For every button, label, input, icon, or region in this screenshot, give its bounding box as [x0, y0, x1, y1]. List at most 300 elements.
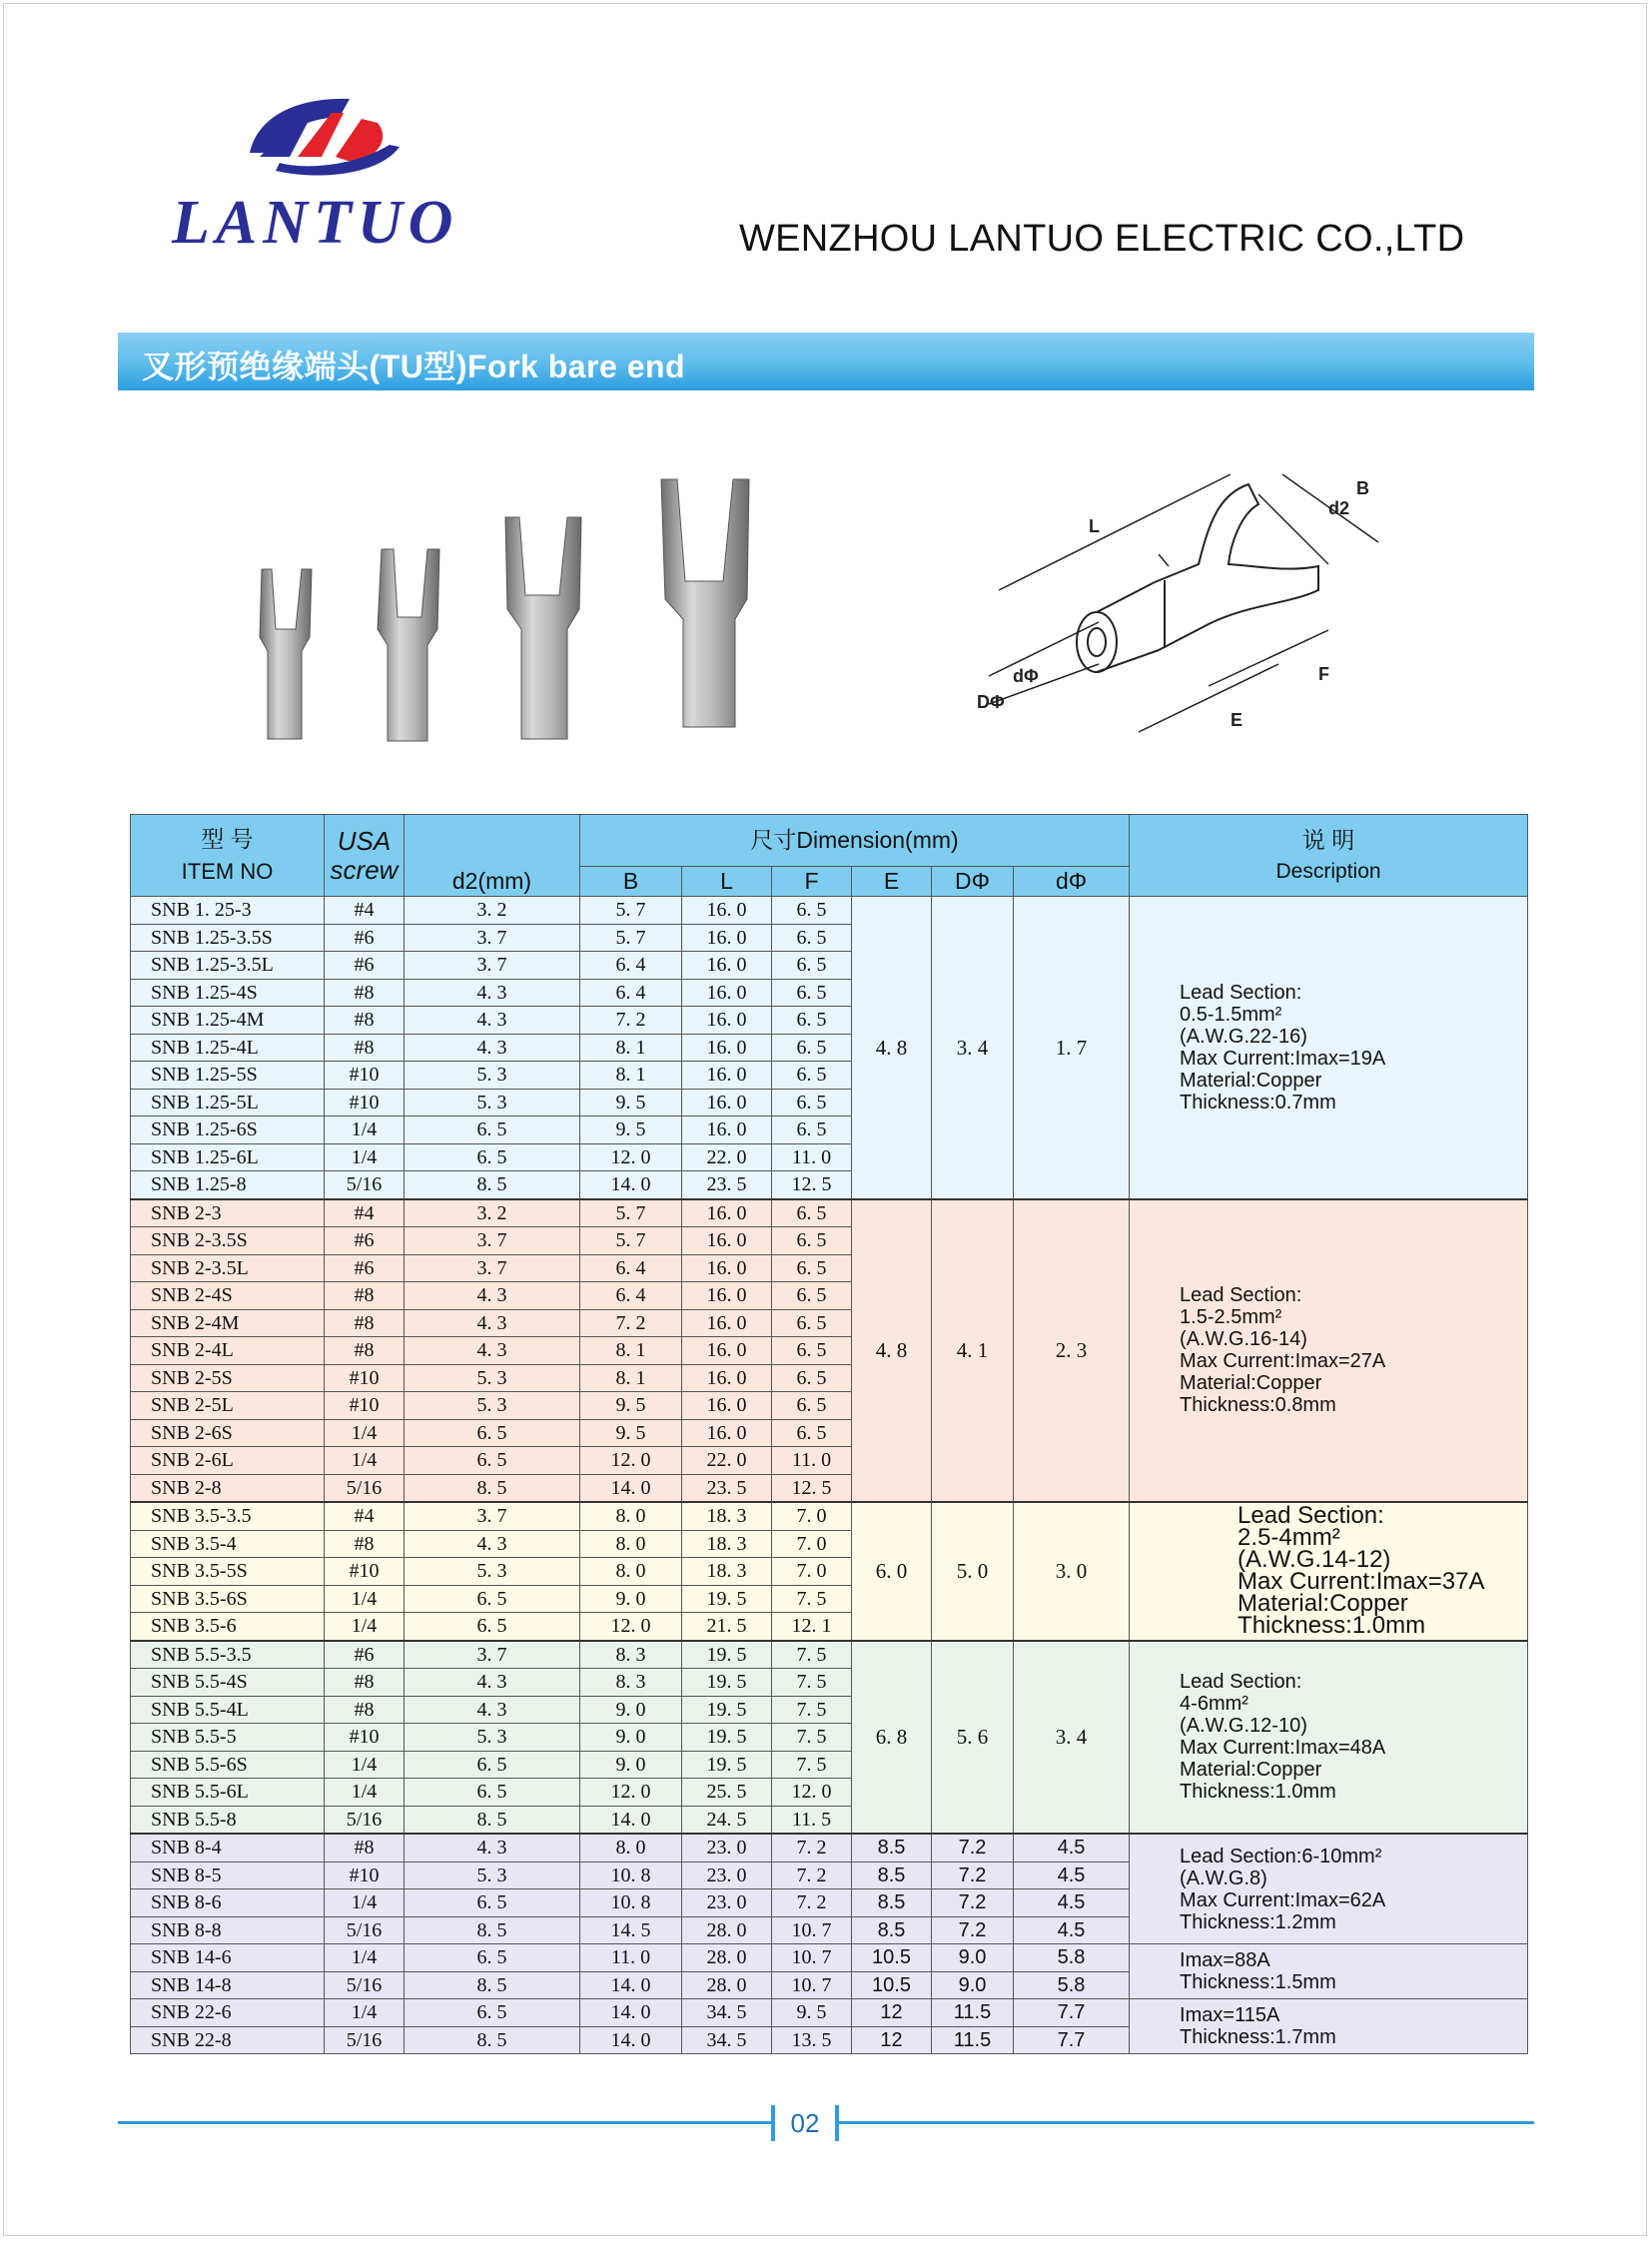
cell-l: 16. 0	[682, 1117, 772, 1144]
cell-f: 6. 5	[772, 1034, 852, 1062]
cell-b: 6. 4	[580, 952, 682, 980]
cell-b: 14. 0	[580, 1971, 682, 1999]
cell-item: SNB 2-4L	[131, 1337, 325, 1365]
banner-title: 叉形预绝缘端头(TU型)Fork bare end	[142, 349, 686, 384]
header-b: B	[580, 867, 682, 897]
cell-l: 19. 5	[682, 1696, 772, 1724]
cell-f: 11. 0	[772, 1447, 852, 1475]
fork-terminal-4	[661, 479, 749, 727]
cell-d2: 6. 5	[405, 1143, 580, 1171]
cell-dphi: 11.5	[932, 2026, 1014, 2054]
cell-d2: 6. 5	[405, 1419, 580, 1447]
cell-d-phi: 5.8	[1014, 1971, 1130, 1999]
table-row	[131, 1641, 1528, 1669]
cell-d-phi: 3. 0	[1014, 1502, 1130, 1641]
cell-b: 9. 0	[580, 1585, 682, 1613]
cell-screw: #10	[325, 1089, 405, 1117]
cell-d2: 5. 3	[405, 1862, 580, 1889]
cell-d2: 5. 3	[405, 1364, 580, 1392]
cell-b: 11. 0	[580, 1944, 682, 1972]
brand-text: LANTUO	[172, 189, 459, 257]
cell-screw: #8	[325, 1337, 405, 1365]
cell-e: 10.5	[852, 1971, 932, 1999]
description-line: (A.W.G.22-16)	[1180, 1025, 1307, 1048]
cell-item: SNB 2-6S	[131, 1419, 325, 1447]
cell-d2: 4. 3	[405, 979, 580, 1007]
cell-dphi: 7.2	[932, 1916, 1014, 1944]
cell-item: SNB 5.5-4L	[131, 1696, 325, 1724]
table-body	[131, 897, 1528, 2054]
cell-l: 16. 0	[682, 1227, 772, 1255]
cell-d2: 4. 3	[405, 1696, 580, 1724]
cell-screw: 1/4	[325, 1944, 405, 1972]
cell-b: 12. 0	[580, 1779, 682, 1807]
cell-d2: 5. 3	[405, 1062, 580, 1090]
header-item-cn: 型 号	[201, 825, 254, 852]
header-e: E	[852, 867, 932, 897]
description-line: (A.W.G.12-10)	[1180, 1715, 1307, 1738]
cell-b: 12. 0	[580, 1447, 682, 1475]
cell-l: 16. 0	[682, 1419, 772, 1447]
cell-item: SNB 2-3.5L	[131, 1254, 325, 1282]
table-row	[131, 1199, 1528, 1227]
cell-f: 12. 5	[772, 1474, 852, 1502]
cell-screw: #8	[325, 1034, 405, 1062]
cell-screw: #10	[325, 1364, 405, 1392]
cell-item: SNB 14-8	[131, 1971, 325, 1999]
cell-l: 24. 5	[682, 1806, 772, 1834]
cell-dphi: 5. 0	[932, 1502, 1014, 1641]
cell-item: SNB 5.5-4S	[131, 1669, 325, 1697]
header-dimension: 尺寸Dimension(mm)	[580, 815, 1130, 867]
cell-e: 6. 8	[852, 1641, 932, 1835]
cell-screw: #8	[325, 1669, 405, 1697]
description-line: Thickness:0.8mm	[1180, 1394, 1336, 1417]
cell-b: 14. 0	[580, 2026, 682, 2054]
cell-item: SNB 22-8	[131, 2026, 325, 2054]
cell-item: SNB 5.5-5	[131, 1724, 325, 1752]
cell-b: 8. 1	[580, 1034, 682, 1062]
header-screw: screw	[330, 854, 399, 885]
cell-dphi: 7.2	[932, 1889, 1014, 1917]
cell-f: 7. 2	[772, 1834, 852, 1862]
cell-screw: 1/4	[325, 1117, 405, 1144]
description-line: Material:Copper	[1238, 1590, 1408, 1618]
cell-screw: #10	[325, 1724, 405, 1752]
description-line: Thickness:1.0mm	[1238, 1612, 1426, 1640]
cell-d2: 5. 3	[405, 1392, 580, 1420]
cell-f: 12. 5	[772, 1171, 852, 1199]
cell-screw: #10	[325, 1862, 405, 1889]
cell-item: SNB 1.25-6S	[131, 1117, 325, 1144]
cell-item: SNB 8-5	[131, 1862, 325, 1889]
cell-f: 10. 7	[772, 1971, 852, 1999]
description-line: Max Current:Imax=27A	[1180, 1350, 1386, 1373]
description-line: 2.5-4mm²	[1238, 1524, 1340, 1552]
cell-d2: 4. 3	[405, 1834, 580, 1862]
cell-b: 8. 3	[580, 1669, 682, 1697]
cell-b: 5. 7	[580, 924, 682, 952]
cell-f: 12. 1	[772, 1613, 852, 1641]
cell-l: 16. 0	[682, 979, 772, 1007]
cell-item: SNB 2-5L	[131, 1392, 325, 1420]
cell-screw: #8	[325, 1282, 405, 1310]
cell-b: 9. 5	[580, 1419, 682, 1447]
description-line: Max Current:Imax=48A	[1180, 1737, 1386, 1760]
cell-f: 6. 5	[772, 1007, 852, 1035]
cell-item: SNB 2-3	[131, 1199, 325, 1227]
cell-description	[1130, 1999, 1528, 2054]
cell-d-phi: 5.8	[1014, 1944, 1130, 1972]
cell-l: 18. 3	[682, 1530, 772, 1558]
cell-d2: 3. 7	[405, 1227, 580, 1255]
cell-item: SNB 2-4M	[131, 1309, 325, 1337]
cell-e: 4. 8	[852, 1199, 932, 1503]
cell-l: 34. 5	[682, 2026, 772, 2054]
cell-b: 7. 2	[580, 1007, 682, 1035]
cell-l: 16. 0	[682, 1199, 772, 1227]
cell-f: 6. 5	[772, 1364, 852, 1392]
cell-l: 16. 0	[682, 1282, 772, 1310]
diagram-label-F: F	[1318, 664, 1329, 684]
cell-d-phi: 1. 7	[1014, 897, 1130, 1199]
cell-item: SNB 8-6	[131, 1889, 325, 1917]
description-line: Thickness:1.2mm	[1180, 1910, 1336, 1933]
cell-b: 8. 3	[580, 1641, 682, 1669]
description-line: (A.W.G.16-14)	[1180, 1328, 1307, 1351]
cell-l: 21. 5	[682, 1613, 772, 1641]
cell-l: 19. 5	[682, 1669, 772, 1697]
cell-b: 14. 0	[580, 1999, 682, 2027]
cell-screw: #10	[325, 1558, 405, 1586]
cell-f: 6. 5	[772, 1419, 852, 1447]
cell-screw: #8	[325, 1834, 405, 1862]
cell-b: 14. 0	[580, 1171, 682, 1199]
cell-screw: 5/16	[325, 1806, 405, 1834]
header-d-phi: dΦ	[1014, 867, 1130, 897]
cell-d2: 6. 5	[405, 1751, 580, 1779]
cell-f: 6. 5	[772, 897, 852, 925]
description-line: 4-6mm²	[1180, 1693, 1248, 1716]
cell-b: 6. 4	[580, 1254, 682, 1282]
description-line: Imax=115A	[1180, 2004, 1280, 2026]
fork-terminal-2	[378, 549, 439, 741]
cell-item: SNB 3.5-6	[131, 1613, 325, 1641]
cell-item: SNB 3.5-4	[131, 1530, 325, 1558]
cell-l: 16. 0	[682, 1309, 772, 1337]
cell-screw: #6	[325, 924, 405, 952]
cell-e: 4. 8	[852, 897, 932, 1199]
cell-l: 19. 5	[682, 1641, 772, 1669]
header-l: L	[682, 867, 772, 897]
cell-l: 23. 0	[682, 1862, 772, 1889]
cell-f: 12. 0	[772, 1779, 852, 1807]
cell-d2: 4. 3	[405, 1309, 580, 1337]
cell-e: 8.5	[852, 1862, 932, 1889]
cell-l: 16. 0	[682, 1364, 772, 1392]
cell-item: SNB 5.5-3.5	[131, 1641, 325, 1669]
cell-d2: 3. 2	[405, 1199, 580, 1227]
cell-d2: 6. 5	[405, 1889, 580, 1917]
cell-e: 8.5	[852, 1916, 932, 1944]
description-line: Material:Copper	[1180, 1372, 1322, 1395]
cell-b: 6. 4	[580, 1282, 682, 1310]
cell-b: 5. 7	[580, 1199, 682, 1227]
cell-b: 12. 0	[580, 1613, 682, 1641]
header-d2-text: d2(mm)	[451, 867, 532, 894]
cell-screw: #6	[325, 1254, 405, 1282]
cell-f: 9. 5	[772, 1999, 852, 2027]
cell-b: 8. 1	[580, 1337, 682, 1365]
cell-f: 7. 5	[772, 1585, 852, 1613]
cell-l: 18. 3	[682, 1502, 772, 1530]
cell-b: 8. 0	[580, 1502, 682, 1530]
description-line: Lead Section:	[1180, 1671, 1302, 1694]
cell-item: SNB 1.25-3.5L	[131, 952, 325, 980]
cell-d2: 6. 5	[405, 1117, 580, 1144]
cell-b: 12. 0	[580, 1143, 682, 1171]
cell-screw: #8	[325, 979, 405, 1007]
cell-d-phi: 7.7	[1014, 1999, 1130, 2027]
cell-f: 7. 0	[772, 1530, 852, 1558]
cell-b: 5. 7	[580, 897, 682, 925]
cell-d2: 6. 5	[405, 1944, 580, 1972]
cell-d-phi: 4.5	[1014, 1916, 1130, 1944]
description-line: 0.5-1.5mm²	[1180, 1003, 1282, 1026]
cell-e: 8.5	[852, 1889, 932, 1917]
cell-item: SNB 2-6L	[131, 1447, 325, 1475]
cell-item: SNB 1.25-6L	[131, 1143, 325, 1171]
diagram-label-B: B	[1356, 478, 1369, 498]
description-line: Lead Section:	[1238, 1502, 1384, 1530]
cell-screw: #8	[325, 1309, 405, 1337]
cell-screw: #10	[325, 1392, 405, 1420]
cell-screw: #6	[325, 1641, 405, 1669]
cell-f: 7. 5	[772, 1724, 852, 1752]
cell-l: 23. 0	[682, 1889, 772, 1917]
cell-screw: #10	[325, 1062, 405, 1090]
cell-f: 7. 5	[772, 1696, 852, 1724]
cell-screw: #6	[325, 952, 405, 980]
cell-l: 22. 0	[682, 1447, 772, 1475]
cell-item: SNB 1. 25-3	[131, 897, 325, 925]
cell-f: 6. 5	[772, 1089, 852, 1117]
cell-screw: #8	[325, 1696, 405, 1724]
description-line: Thickness:1.5mm	[1180, 1971, 1336, 1993]
cell-d2: 6. 5	[405, 1779, 580, 1807]
spec-table	[130, 814, 1528, 2054]
cell-screw: 1/4	[325, 1447, 405, 1475]
cell-l: 22. 0	[682, 1143, 772, 1171]
cell-d-phi: 2. 3	[1014, 1199, 1130, 1503]
description-line: (A.W.G.8)	[1180, 1867, 1267, 1889]
table-row	[131, 1834, 1528, 1862]
cell-b: 9. 5	[580, 1089, 682, 1117]
cell-dphi: 11.5	[932, 1999, 1014, 2027]
cell-l: 16. 0	[682, 1034, 772, 1062]
cell-d2: 8. 5	[405, 1474, 580, 1502]
header-d2	[405, 815, 580, 897]
cell-screw: 1/4	[325, 1779, 405, 1807]
cell-l: 34. 5	[682, 1999, 772, 2027]
cell-f: 6. 5	[772, 1309, 852, 1337]
table-row	[131, 1944, 1528, 1972]
cell-f: 6. 5	[772, 1227, 852, 1255]
cell-d2: 8. 5	[405, 2026, 580, 2054]
cell-f: 6. 5	[772, 1254, 852, 1282]
description-line: Material:Copper	[1180, 1759, 1322, 1782]
cell-d-phi: 3. 4	[1014, 1641, 1130, 1835]
cell-screw: #4	[325, 1502, 405, 1530]
cell-d2: 5. 3	[405, 1558, 580, 1586]
header-usa: USA	[337, 825, 392, 856]
cell-d2: 8. 5	[405, 1971, 580, 1999]
cell-dphi: 9.0	[932, 1944, 1014, 1972]
cell-f: 6. 5	[772, 1337, 852, 1365]
cell-screw: 5/16	[325, 1971, 405, 1999]
cell-l: 18. 3	[682, 1558, 772, 1586]
cell-l: 28. 0	[682, 1944, 772, 1972]
cell-f: 7. 5	[772, 1751, 852, 1779]
company-name: WENZHOU LANTUO ELECTRIC CO.,LTD	[739, 218, 1465, 260]
cell-f: 6. 5	[772, 952, 852, 980]
cell-b: 9. 0	[580, 1724, 682, 1752]
cell-d2: 4. 3	[405, 1337, 580, 1365]
cell-item: SNB 3.5-6S	[131, 1585, 325, 1613]
cell-l: 23. 0	[682, 1834, 772, 1862]
cell-f: 7. 0	[772, 1502, 852, 1530]
cell-item: SNB 8-8	[131, 1916, 325, 1944]
cell-item: SNB 3.5-3.5	[131, 1502, 325, 1530]
cell-l: 23. 5	[682, 1171, 772, 1199]
cell-d2: 3. 7	[405, 1502, 580, 1530]
cell-l: 28. 0	[682, 1971, 772, 1999]
cell-b: 10. 8	[580, 1862, 682, 1889]
fork-terminal-3	[505, 517, 581, 739]
description-line: 1.5-2.5mm²	[1180, 1306, 1282, 1329]
cell-item: SNB 8-4	[131, 1834, 325, 1862]
header-item-en: ITEM NO	[181, 859, 274, 885]
cell-d2: 8. 5	[405, 1916, 580, 1944]
cell-dphi: 9.0	[932, 1971, 1014, 1999]
cell-item: SNB 14-6	[131, 1944, 325, 1972]
description-line: Lead Section:	[1180, 981, 1302, 1004]
cell-f: 13. 5	[772, 2026, 852, 2054]
cell-d-phi: 4.5	[1014, 1834, 1130, 1862]
cell-f: 6. 5	[772, 1282, 852, 1310]
description-line: (A.W.G.14-12)	[1238, 1546, 1391, 1574]
cell-item: SNB 5.5-6L	[131, 1779, 325, 1807]
cell-l: 16. 0	[682, 1392, 772, 1420]
cell-d2: 5. 3	[405, 1724, 580, 1752]
cell-b: 8. 0	[580, 1530, 682, 1558]
cell-screw: 5/16	[325, 1474, 405, 1502]
cell-d2: 5. 3	[405, 1089, 580, 1117]
cell-item: SNB 2-5S	[131, 1364, 325, 1392]
cell-item: SNB 3.5-5S	[131, 1558, 325, 1586]
cell-b: 8. 1	[580, 1062, 682, 1090]
cell-item: SNB 1.25-4M	[131, 1007, 325, 1035]
cell-item: SNB 22-6	[131, 1999, 325, 2027]
cell-f: 7. 5	[772, 1641, 852, 1669]
cell-b: 8. 1	[580, 1364, 682, 1392]
cell-d2: 3. 2	[405, 897, 580, 925]
description-line: Lead Section:6-10mm²	[1180, 1845, 1382, 1868]
cell-d-phi: 4.5	[1014, 1862, 1130, 1889]
cell-b: 9. 0	[580, 1751, 682, 1779]
cell-f: 6. 5	[772, 1117, 852, 1144]
header-item	[131, 815, 325, 897]
table-row	[131, 1502, 1528, 1530]
cell-dphi: 5. 6	[932, 1641, 1014, 1835]
fork-terminal-1	[260, 569, 312, 739]
cell-b: 9. 5	[580, 1117, 682, 1144]
cell-item: SNB 5.5-8	[131, 1806, 325, 1834]
cell-b: 6. 4	[580, 979, 682, 1007]
cell-l: 16. 0	[682, 1007, 772, 1035]
cell-description	[1130, 1641, 1528, 1835]
cell-d-phi: 4.5	[1014, 1889, 1130, 1917]
cell-d2: 3. 7	[405, 924, 580, 952]
lantuo-logo	[160, 85, 539, 265]
cell-screw: #4	[325, 897, 405, 925]
cell-f: 6. 5	[772, 924, 852, 952]
header-f: F	[772, 867, 852, 897]
cell-f: 7. 2	[772, 1862, 852, 1889]
header-description	[1130, 815, 1528, 897]
cell-l: 19. 5	[682, 1724, 772, 1752]
cell-item: SNB 1.25-4S	[131, 979, 325, 1007]
cell-item: SNB 1.25-5S	[131, 1062, 325, 1090]
cell-d2: 4. 3	[405, 1034, 580, 1062]
cell-f: 6. 5	[772, 1199, 852, 1227]
cell-dphi: 7.2	[932, 1862, 1014, 1889]
cell-screw: #8	[325, 1007, 405, 1035]
cell-d2: 6. 5	[405, 1447, 580, 1475]
description-line: Max Current:Imax=19A	[1180, 1047, 1386, 1070]
cell-f: 6. 5	[772, 1062, 852, 1090]
cell-f: 11. 0	[772, 1143, 852, 1171]
cell-screw: 1/4	[325, 1419, 405, 1447]
cell-l: 16. 0	[682, 924, 772, 952]
cell-l: 16. 0	[682, 1337, 772, 1365]
diagram-label-E: E	[1231, 710, 1243, 730]
cell-l: 16. 0	[682, 952, 772, 980]
cell-f: 7. 0	[772, 1558, 852, 1586]
cell-d2: 6. 5	[405, 1585, 580, 1613]
table-row	[131, 897, 1528, 925]
cell-screw: 1/4	[325, 1999, 405, 2027]
cell-screw: 1/4	[325, 1751, 405, 1779]
diagram-label-Dphi: DΦ	[977, 692, 1005, 712]
cell-screw: #6	[325, 1227, 405, 1255]
cell-l: 19. 5	[682, 1585, 772, 1613]
product-photo	[250, 469, 809, 749]
description-line: Thickness:1.0mm	[1180, 1781, 1336, 1804]
diagram-label-d2: d2	[1328, 498, 1350, 518]
description-line: Max Current:Imax=37A	[1238, 1568, 1485, 1596]
diagram-label-L: L	[1089, 516, 1100, 536]
header-usa-screw	[325, 815, 405, 897]
description-line: Lead Section:	[1180, 1284, 1302, 1307]
description-line: Max Current:Imax=62A	[1180, 1888, 1386, 1911]
cell-b: 7. 2	[580, 1309, 682, 1337]
cell-d2: 6. 5	[405, 1613, 580, 1641]
table-row	[131, 1999, 1528, 2027]
cell-b: 8. 0	[580, 1558, 682, 1586]
cell-b: 5. 7	[580, 1227, 682, 1255]
cell-screw: 1/4	[325, 1889, 405, 1917]
